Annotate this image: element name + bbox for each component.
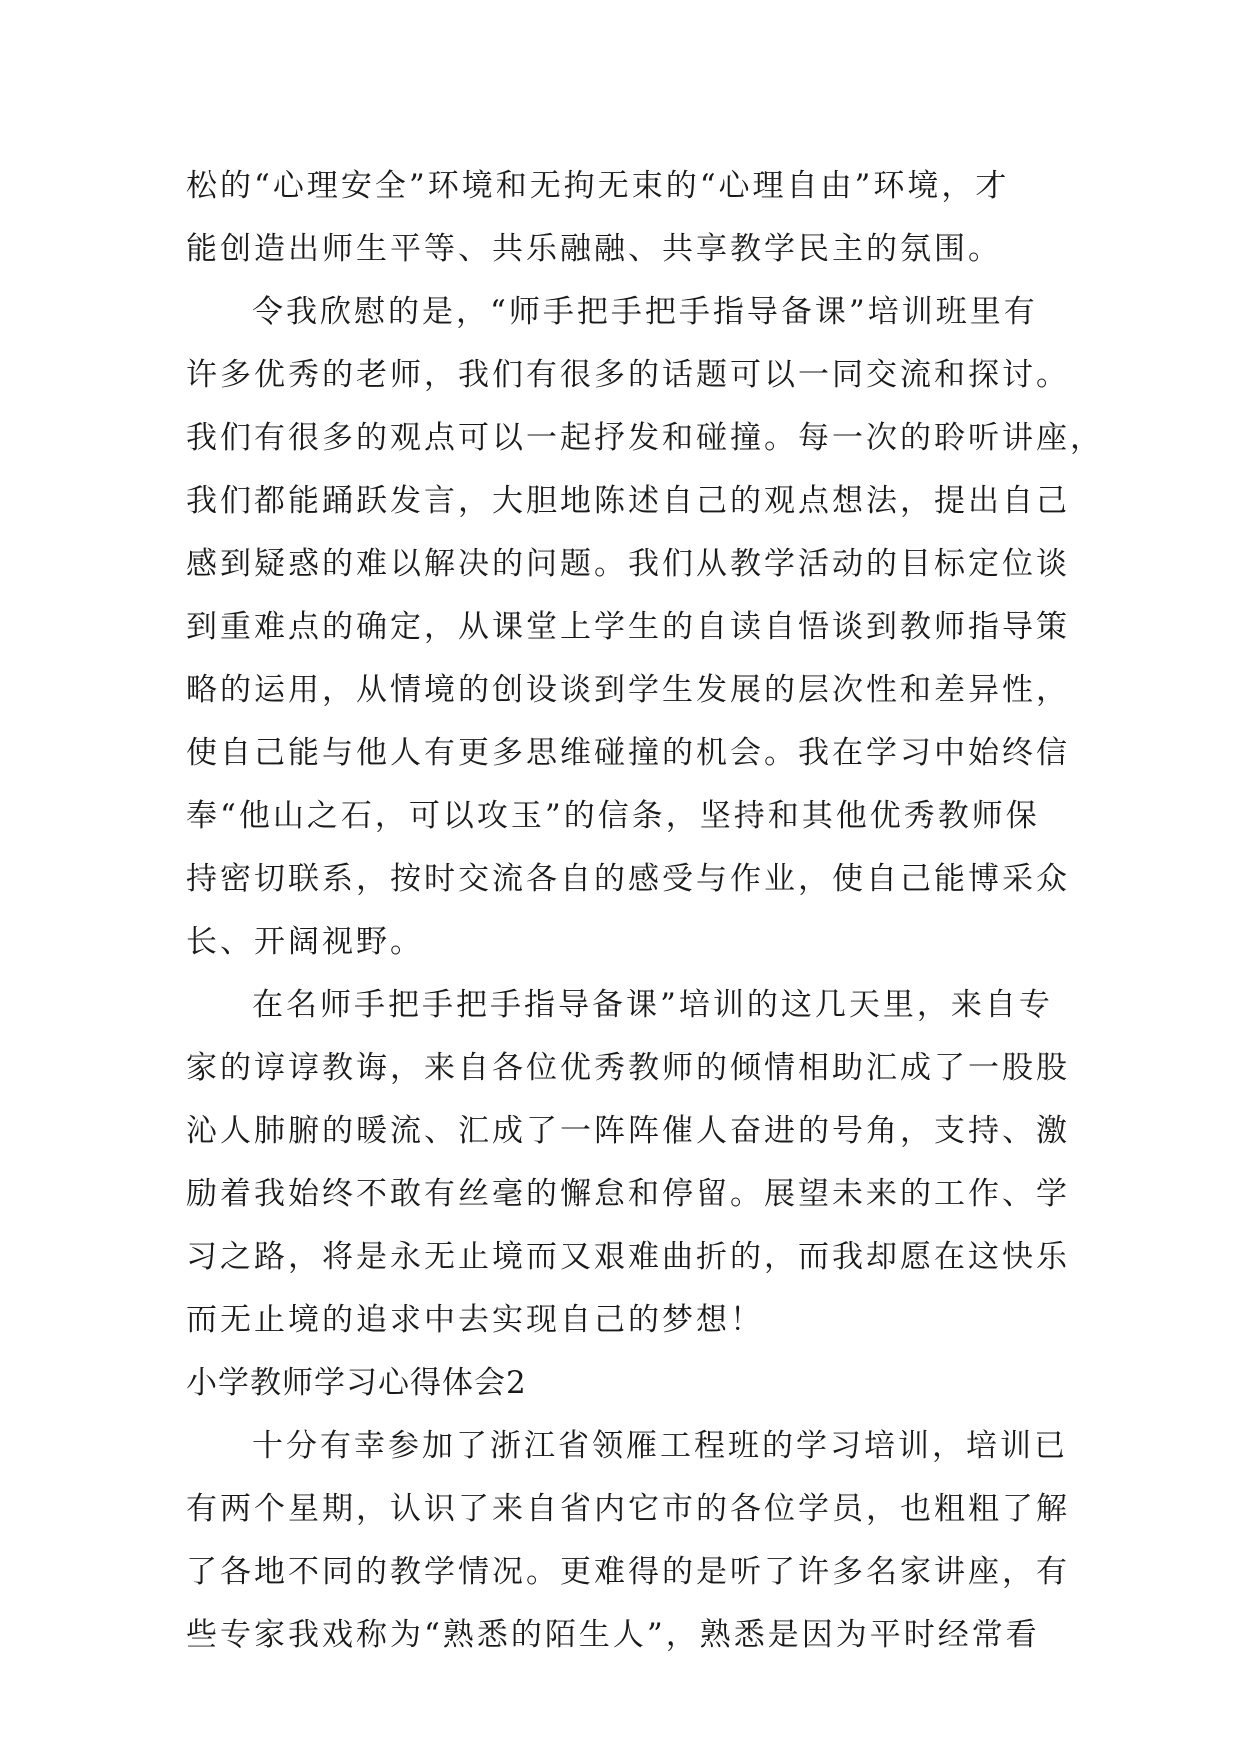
text-line: 到重难点的确定，从课堂上学生的自读自悟谈到教师指导策 [186, 609, 1070, 645]
text-line: 习之路，将是永无止境而又艰难曲折的，而我却愿在这快乐 [186, 1239, 1070, 1275]
text-line: 我们有很多的观点可以一起抒发和碰撞。每一次的聆听讲座， [186, 420, 1104, 456]
text-line: 松的“心理安全”环境和无拘无束的“心理自由”环境，才 [186, 168, 1010, 204]
section-heading: 小学教师学习心得体会2 [186, 1365, 527, 1401]
text-line: 感到疑惑的难以解决的问题。我们从教学活动的目标定位谈 [186, 546, 1070, 582]
paragraph-start-line: 十分有幸参加了浙江省领雁工程班的学习培训，培训已 [252, 1428, 1068, 1464]
text-line: 持密切联系，按时交流各自的感受与作业，使自己能博采众 [186, 861, 1070, 897]
text-line: 能创造出师生平等、共乐融融、共享教学民主的氛围。 [186, 231, 1002, 267]
text-line: 略的运用，从情境的创设谈到学生发展的层次性和差异性， [186, 672, 1070, 708]
text-line: 奉“他山之石，可以攻玉”的信条，坚持和其他优秀教师保 [186, 798, 1040, 834]
paragraph-start-line: 令我欣慰的是，“师手把手把手指导备课”培训班里有 [252, 294, 1038, 330]
text-line: 而无止境的追求中去实现自己的梦想！ [186, 1302, 764, 1338]
text-line: 使自己能与他人有更多思维碰撞的机会。我在学习中始终信 [186, 735, 1070, 771]
text-line: 许多优秀的老师，我们有很多的话题可以一同交流和探讨。 [186, 357, 1070, 393]
text-line: 有两个星期，认识了来自省内它市的各位学员，也粗粗了解 [186, 1491, 1070, 1527]
text-line: 沁人肺腑的暖流、汇成了一阵阵催人奋进的号角，支持、激 [186, 1113, 1070, 1149]
text-line: 我们都能踊跃发言，大胆地陈述自己的观点想法，提出自己 [186, 483, 1070, 519]
text-line: 了各地不同的教学情况。更难得的是听了许多名家讲座，有 [186, 1554, 1070, 1590]
text-line: 家的谆谆教诲，来自各位优秀教师的倾情相助汇成了一股股 [186, 1050, 1070, 1086]
text-line: 长、开阔视野。 [186, 924, 424, 960]
text-line: 励着我始终不敢有丝毫的懈怠和停留。展望未来的工作、学 [186, 1176, 1070, 1212]
document-body [186, 155, 1104, 1667]
paragraph-start-line: 在名师手把手把手指导备课”培训的这几天里，来自专 [252, 987, 1053, 1023]
text-line: 些专家我戏称为“熟悉的陌生人”，熟悉是因为平时经常看 [186, 1617, 1040, 1653]
